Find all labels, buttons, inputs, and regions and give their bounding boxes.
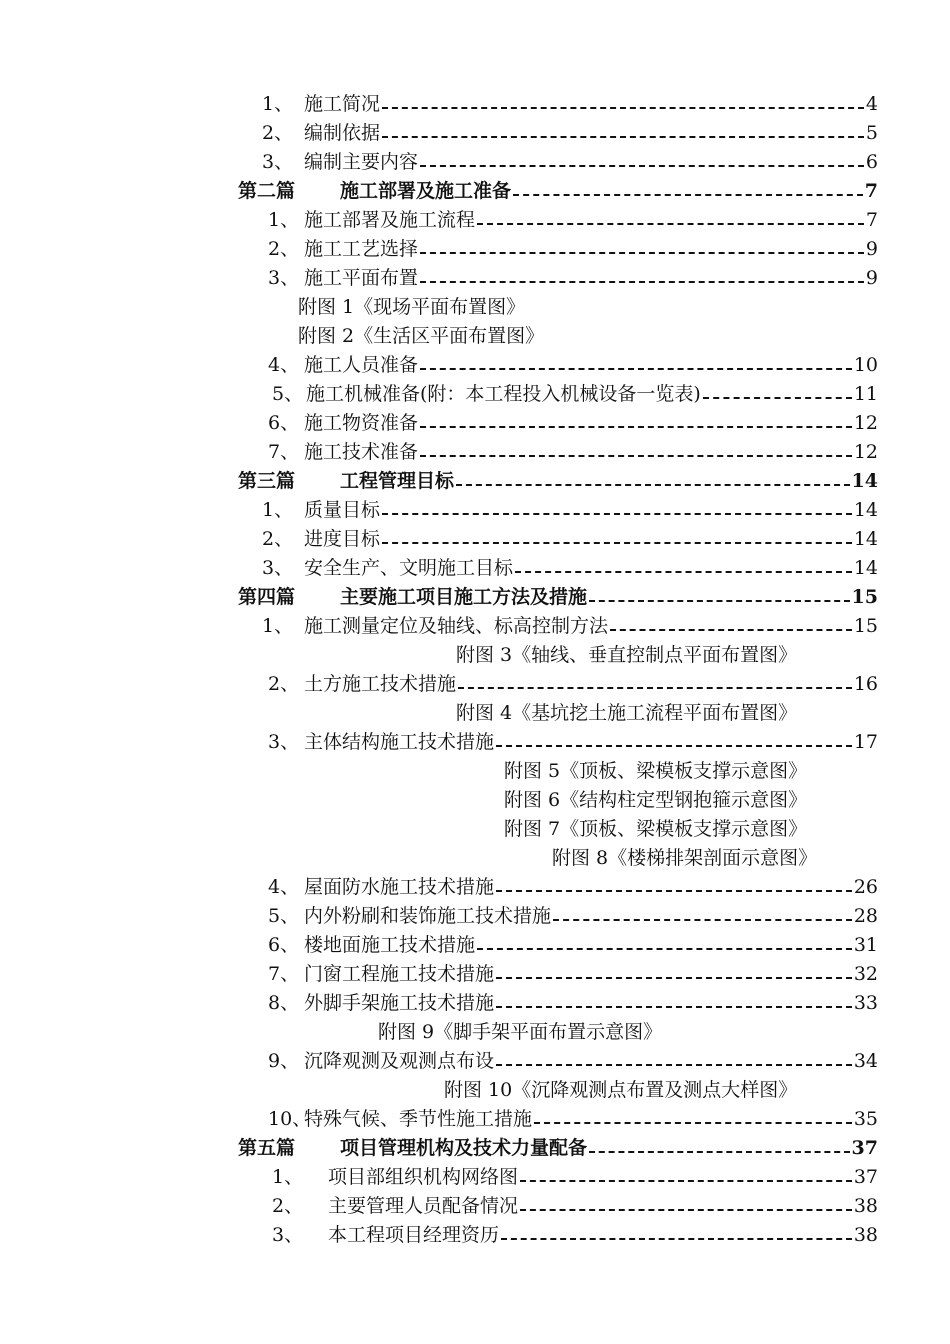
toc-entry-title: 内外粉刷和装饰施工技术措施 — [304, 905, 552, 927]
dot-leader — [501, 1238, 852, 1240]
toc-entry[interactable] — [268, 989, 878, 1018]
toc-entry-title: 质量目标 — [304, 499, 381, 521]
toc-page-number: 37 — [851, 1137, 878, 1159]
toc-entry-number: 1、 — [272, 1166, 304, 1188]
toc-entry-number: 第四篇 — [238, 586, 296, 608]
toc-entry-number: 第三篇 — [238, 470, 296, 492]
toc-entry-title: 施工简况 — [304, 93, 381, 115]
toc-entry-title: 施工人员准备 — [304, 354, 419, 376]
toc-entry-title: 项目管理机构及技术力量配备 — [340, 1137, 588, 1159]
toc-entry-number: 8、 — [268, 992, 300, 1014]
toc-entry-title: 楼地面施工技术措施 — [304, 934, 476, 956]
toc-entry-number: 3、 — [262, 557, 294, 579]
dot-leader — [382, 542, 852, 544]
toc-part-heading[interactable] — [238, 1134, 878, 1163]
toc-entry-title: 安全生产、文明施工目标 — [304, 557, 514, 579]
dot-leader — [477, 948, 852, 950]
toc-entry-number: 7、 — [268, 963, 300, 985]
dot-leader — [520, 1180, 852, 1182]
toc-entry-title: 工程管理目标 — [340, 470, 455, 492]
toc-entry-number: 5、 — [268, 905, 300, 927]
toc-page-number: 6 — [865, 151, 878, 173]
toc-page-number: 9 — [865, 238, 878, 260]
toc-entry-title: 施工测量定位及轴线、标高控制方法 — [304, 615, 609, 637]
toc-entry-number: 4、 — [268, 876, 300, 898]
toc-entry[interactable] — [262, 496, 878, 525]
dot-leader — [534, 1122, 852, 1124]
toc-page-number: 9 — [865, 267, 878, 289]
toc-entry[interactable] — [272, 1163, 878, 1192]
dot-leader — [589, 1151, 850, 1153]
toc-page-number: 4 — [865, 93, 878, 115]
toc-entry[interactable] — [268, 409, 878, 438]
toc-entry[interactable] — [262, 554, 878, 583]
toc-figure-entry: 附图 6《结构柱定型钢抱箍示意图》 — [504, 789, 808, 811]
toc-entry-number: 3、 — [268, 731, 300, 753]
toc-page-number: 7 — [865, 209, 878, 231]
toc-entry-number: 6、 — [268, 412, 300, 434]
toc-entry-number: 3、 — [268, 267, 300, 289]
toc-figure-entry: 附图 3《轴线、垂直控制点平面布置图》 — [456, 644, 798, 666]
toc-entry[interactable] — [272, 380, 878, 409]
toc-entry[interactable] — [268, 438, 878, 467]
toc-entry-number: 第五篇 — [238, 1137, 296, 1159]
toc-entry-number: 1、 — [262, 615, 294, 637]
toc-entry[interactable] — [268, 1047, 878, 1076]
dot-leader — [456, 484, 850, 486]
toc-entry-number: 5、 — [272, 383, 304, 405]
toc-entry-title: 土方施工技术措施 — [304, 673, 457, 695]
toc-entry-title: 施工物资准备 — [304, 412, 419, 434]
toc-entry-number: 9、 — [268, 1050, 300, 1072]
toc-page-number: 14 — [853, 557, 878, 579]
toc-entry-number: 2、 — [262, 528, 294, 550]
toc-entry-number: 1、 — [262, 499, 294, 521]
toc-page-number: 12 — [853, 412, 878, 434]
toc-page-number: 31 — [853, 934, 878, 956]
toc-page-number: 11 — [853, 383, 878, 405]
toc-entry-title: 施工机械准备(附：本工程投入机械设备一览表) — [306, 383, 701, 405]
toc-page-number: 35 — [853, 1108, 878, 1130]
toc-entry[interactable] — [262, 612, 878, 641]
toc-entry-title: 施工部署及施工准备 — [340, 180, 512, 202]
toc-entry-number: 7、 — [268, 441, 300, 463]
toc-entry-title: 门窗工程施工技术措施 — [304, 963, 495, 985]
toc-entry-title: 外脚手架施工技术措施 — [304, 992, 495, 1014]
toc-entry-title: 特殊气候、季节性施工措施 — [304, 1108, 533, 1130]
toc-page-number: 32 — [853, 963, 878, 985]
dot-leader — [496, 977, 852, 979]
dot-leader — [458, 687, 852, 689]
toc-figure-entry: 附图 8《楼梯排架剖面示意图》 — [552, 847, 818, 869]
toc-entry-title: 屋面防水施工技术措施 — [304, 876, 495, 898]
toc-page-number: 14 — [853, 499, 878, 521]
toc-figure-entry: 附图 9《脚手架平面布置示意图》 — [378, 1021, 663, 1043]
toc-entry-title: 主要施工项目施工方法及措施 — [340, 586, 588, 608]
toc-page-number: 38 — [853, 1195, 878, 1217]
toc-entry[interactable] — [268, 235, 878, 264]
toc-entry-title: 编制依据 — [304, 122, 381, 144]
toc-page-number: 15 — [853, 615, 878, 637]
toc-figure-entry: 附图 7《顶板、梁模板支撑示意图》 — [504, 818, 808, 840]
toc-entry[interactable] — [272, 1192, 878, 1221]
dot-leader — [553, 919, 852, 921]
toc-entry[interactable] — [268, 670, 878, 699]
toc-page-number: 37 — [853, 1166, 878, 1188]
toc-entry-title: 沉降观测及观测点布设 — [304, 1050, 495, 1072]
toc-entry-title: 项目部组织机构网络图 — [328, 1166, 519, 1188]
toc-entry-title: 施工工艺选择 — [304, 238, 419, 260]
toc-entry-number: 10、 — [268, 1108, 312, 1130]
toc-entry[interactable] — [262, 148, 878, 177]
toc-page-number: 26 — [853, 876, 878, 898]
dot-leader — [420, 368, 852, 370]
dot-leader — [420, 281, 864, 283]
toc-entry[interactable] — [272, 1221, 878, 1250]
dot-leader — [513, 194, 863, 196]
dot-leader — [382, 107, 864, 109]
dot-leader — [496, 1006, 852, 1008]
dot-leader — [703, 397, 852, 399]
dot-leader — [382, 136, 864, 138]
toc-entry-number: 1、 — [262, 93, 294, 115]
toc-entry[interactable] — [268, 728, 878, 757]
toc-page-number: 5 — [865, 122, 878, 144]
toc-entry[interactable] — [262, 119, 878, 148]
toc-entry-title: 进度目标 — [304, 528, 381, 550]
toc-part-heading[interactable] — [238, 467, 878, 496]
dot-leader — [515, 571, 852, 573]
toc-figure-entry: 附图 1《现场平面布置图》 — [298, 296, 526, 318]
toc-page-number: 38 — [853, 1224, 878, 1246]
toc-figure-entry: 附图 5《顶板、梁模板支撑示意图》 — [504, 760, 808, 782]
dot-leader — [610, 629, 852, 631]
toc-entry-number: 3、 — [272, 1224, 304, 1246]
toc-entry-title: 主要管理人员配备情况 — [328, 1195, 519, 1217]
toc-entry-number: 1、 — [268, 209, 300, 231]
dot-leader — [420, 426, 852, 428]
toc-page-number: 14 — [853, 528, 878, 550]
dot-leader — [382, 513, 852, 515]
dot-leader — [420, 165, 864, 167]
toc-entry-title: 施工平面布置 — [304, 267, 419, 289]
toc-entry-number: 2、 — [262, 122, 294, 144]
toc-entry-number: 4、 — [268, 354, 300, 376]
toc-part-heading[interactable] — [238, 177, 878, 206]
dot-leader — [420, 252, 864, 254]
toc-entry-number: 2、 — [272, 1195, 304, 1217]
toc-entry-title: 主体结构施工技术措施 — [304, 731, 495, 753]
toc-entry-number: 2、 — [268, 238, 300, 260]
toc-figure-entry: 附图 10《沉降观测点布置及测点大样图》 — [444, 1079, 798, 1101]
toc-entry-title: 施工部署及施工流程 — [304, 209, 476, 231]
toc-page-number: 34 — [853, 1050, 878, 1072]
toc-part-heading[interactable] — [238, 583, 878, 612]
toc-figure-entry: 附图 4《基坑挖土施工流程平面布置图》 — [456, 702, 798, 724]
dot-leader — [420, 455, 852, 457]
toc-page-number: 15 — [851, 586, 878, 608]
dot-leader — [520, 1209, 852, 1211]
toc-page-number: 33 — [853, 992, 878, 1014]
toc-entry-title: 施工技术准备 — [304, 441, 419, 463]
toc-page-number: 7 — [864, 180, 878, 202]
toc-page-number: 10 — [853, 354, 878, 376]
toc-page-number: 17 — [853, 731, 878, 753]
toc-page-number: 28 — [853, 905, 878, 927]
toc-entry[interactable] — [262, 525, 878, 554]
toc-entry[interactable] — [262, 90, 878, 119]
toc-entry-number: 3、 — [262, 151, 294, 173]
toc-entry[interactable] — [268, 931, 878, 960]
toc-page-number: 16 — [853, 673, 878, 695]
dot-leader — [496, 890, 852, 892]
toc-entry-number: 2、 — [268, 673, 300, 695]
toc-entry[interactable] — [268, 1105, 878, 1134]
toc-page-number: 14 — [851, 470, 878, 492]
toc-entry[interactable] — [268, 960, 878, 989]
toc-entry[interactable] — [268, 902, 878, 931]
dot-leader — [589, 600, 850, 602]
toc-entry[interactable] — [268, 873, 878, 902]
toc-entry-number: 第二篇 — [238, 180, 296, 202]
toc-entry-number: 6、 — [268, 934, 300, 956]
dot-leader — [496, 1064, 852, 1066]
toc-entry[interactable] — [268, 206, 878, 235]
dot-leader — [477, 223, 864, 225]
dot-leader — [496, 745, 852, 747]
toc-page-number: 12 — [853, 441, 878, 463]
toc-entry-title: 编制主要内容 — [304, 151, 419, 173]
toc-entry[interactable] — [268, 351, 878, 380]
toc-entry-title: 本工程项目经理资历 — [328, 1224, 500, 1246]
toc-figure-entry: 附图 2《生活区平面布置图》 — [298, 325, 545, 347]
toc-entry[interactable] — [268, 264, 878, 293]
